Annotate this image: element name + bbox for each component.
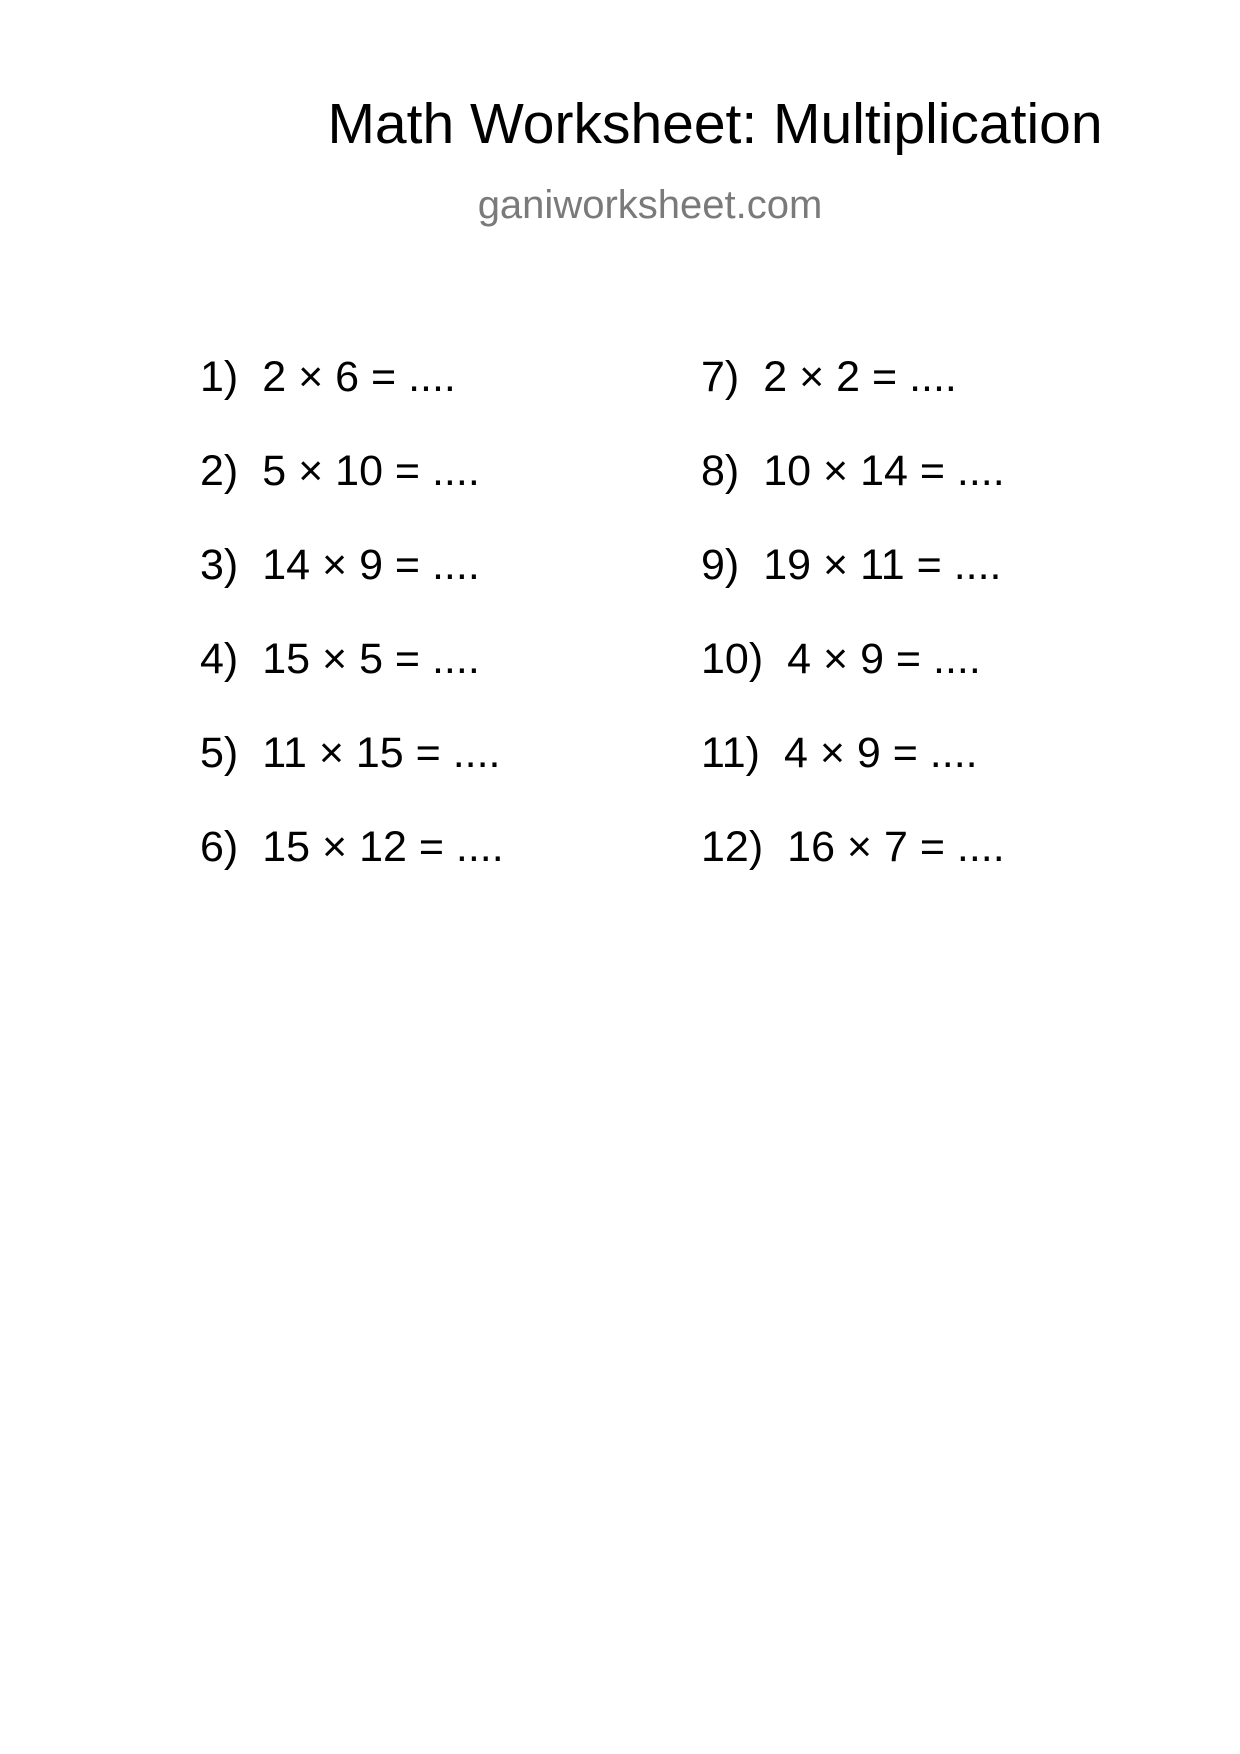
problem-number: 6) [200, 823, 239, 871]
problem-number: 3) [200, 541, 239, 589]
problem-item [701, 352, 1005, 446]
problem-expression: 4 × 9 = .... [787, 635, 981, 683]
problem-expression: 16 × 7 = .... [787, 823, 1005, 871]
problem-item [200, 728, 504, 822]
problem-number: 8) [701, 447, 740, 495]
problem-number: 2) [200, 447, 239, 495]
problem-expression: 4 × 9 = .... [783, 729, 978, 777]
problem-item [701, 446, 1005, 540]
problem-item [701, 540, 1005, 634]
problem-item [200, 352, 504, 446]
problem-number: 12) [701, 823, 764, 871]
problem-item [200, 634, 504, 728]
problems-column-right [701, 352, 1005, 916]
worksheet-title: Math Worksheet: Multiplication [327, 92, 1103, 156]
problem-number: 4) [200, 635, 239, 683]
problem-number: 5) [200, 729, 239, 777]
problem-item [701, 634, 1005, 728]
problem-item [701, 728, 1005, 822]
problem-item [200, 540, 504, 634]
problem-expression: 11 × 15 = .... [262, 729, 501, 777]
problem-number: 7) [701, 353, 740, 401]
problem-expression: 10 × 14 = .... [763, 447, 1005, 495]
problem-number: 11) [701, 729, 760, 777]
problem-expression: 2 × 2 = .... [763, 353, 957, 401]
problem-expression: 15 × 12 = .... [262, 823, 504, 871]
problem-number: 9) [701, 541, 740, 589]
problem-expression: 19 × 11 = .... [763, 541, 1002, 589]
problem-expression: 15 × 5 = .... [262, 635, 480, 683]
problem-expression: 2 × 6 = .... [262, 353, 456, 401]
problem-expression: 14 × 9 = .... [262, 541, 480, 589]
problem-number: 10) [701, 635, 764, 683]
problem-item [200, 822, 504, 916]
problem-expression: 5 × 10 = .... [262, 447, 480, 495]
website-label: ganiworksheet.com [477, 183, 823, 227]
problem-item [701, 822, 1005, 916]
problems-column-left [200, 352, 504, 916]
problem-number: 1) [200, 353, 239, 401]
problem-item [200, 446, 504, 540]
